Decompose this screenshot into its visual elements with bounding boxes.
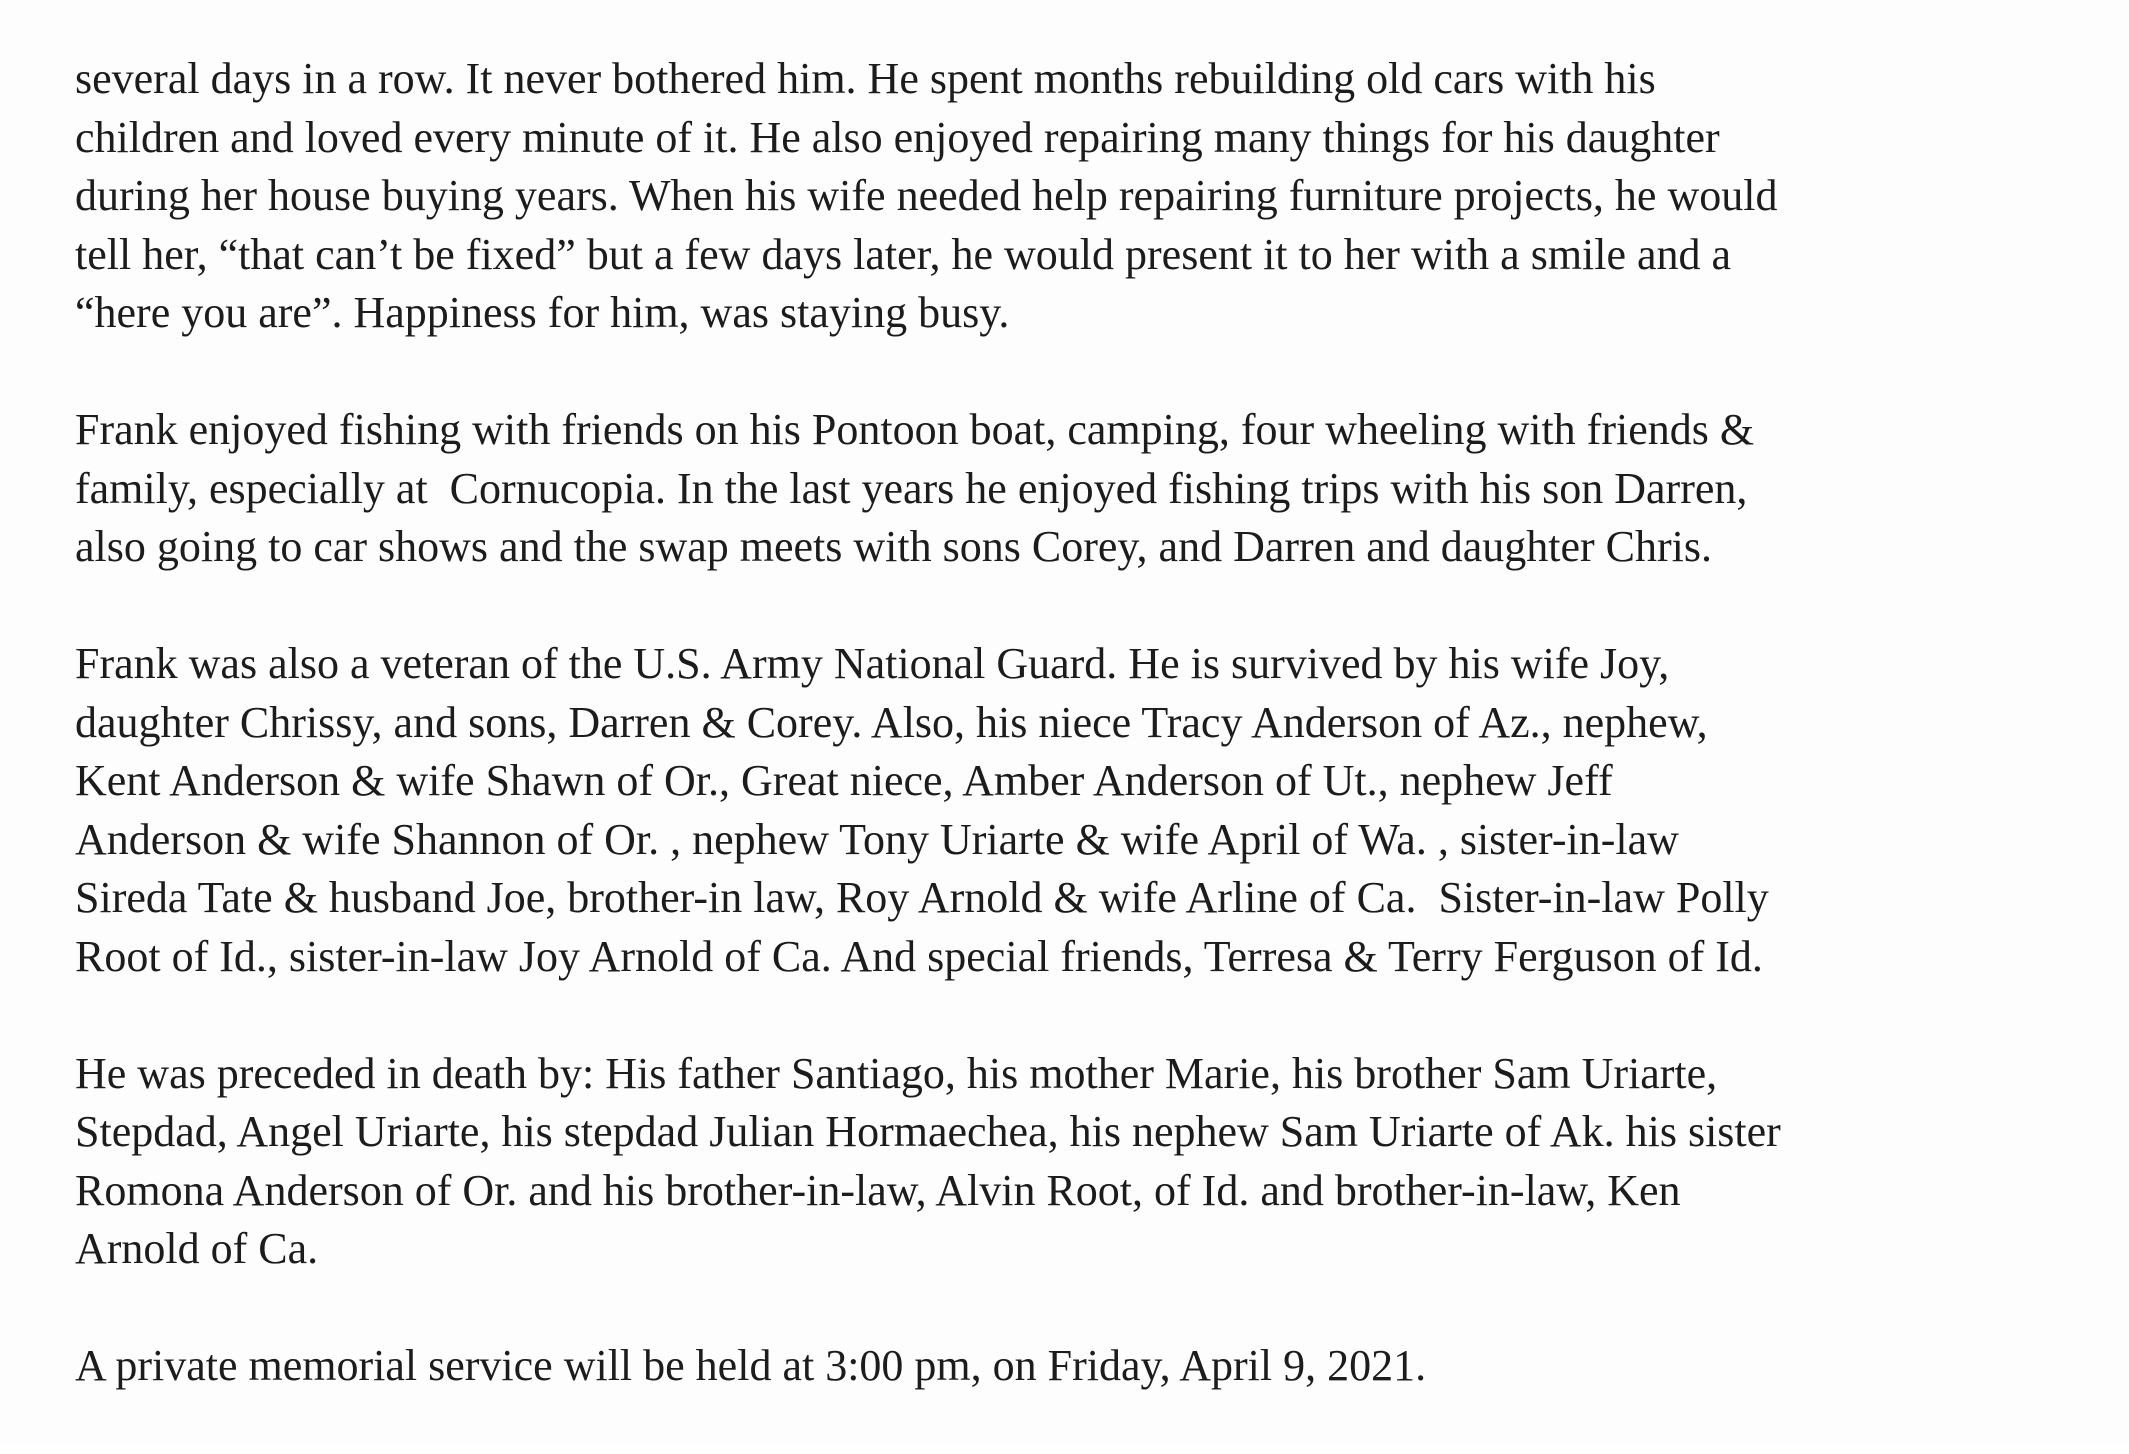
document-body	[75, 50, 2095, 1454]
text-line: during her house buying years. When his wife needed help repairing furniture projects, he would	[75, 171, 1778, 220]
text-line: Root of Id., sister-in-law Joy Arnold of Ca. And special friends, Terresa & Terry Ferguson of Id.	[75, 931, 1763, 981]
text-line: also going to car shows and the swap meets with sons Corey, and Darren and daughter Chris.	[75, 522, 1713, 571]
text-line: He was preceded in death by: His father Santiago, his mother Marie, his brother Sam Uriarte,	[75, 1048, 1718, 1098]
text-line: Arnold of Ca.	[75, 1224, 319, 1273]
text-line: tell her, “that can’t be fixed” but a few days later, he would present it to her with a smile and a	[75, 229, 1732, 279]
paragraph-fishing	[75, 401, 2095, 577]
text-line: Frank was also a veteran of the U.S. Army National Guard. He is survived by his wife Joy,	[75, 639, 1670, 688]
text-line: Anderson & wife Shannon of Or. , nephew Tony Uriarte & wife April of Wa. , sister-in-law	[75, 814, 1679, 864]
text-line: several days in a row. It never bothered him. He spent months rebuilding old cars with his	[75, 54, 1656, 103]
text-line: children and loved every minute of it. He also enjoyed repairing many things for his daughter	[75, 112, 1720, 162]
text-line: Kent Anderson & wife Shawn of Or., Great niece, Amber Anderson of Ut., nephew Jeff	[75, 756, 1613, 805]
paragraph-preceded	[75, 1045, 2095, 1279]
paragraph-survivors	[75, 635, 2095, 986]
text-line: Frank enjoyed fishing with friends on his Pontoon boat, camping, four wheeling with friends &	[75, 405, 1755, 454]
text-line: Romona Anderson of Or. and his brother-in-law, Alvin Root, of Id. and brother-in-law, Ken	[75, 1165, 1681, 1215]
text-line: Stepdad, Angel Uriarte, his stepdad Julian Hormaechea, his nephew Sam Uriarte of Ak. his sister	[75, 1107, 1781, 1156]
paragraph-hobbies	[75, 50, 2095, 343]
text-line: Sireda Tate & husband Joe, brother-in law, Roy Arnold & wife Arline of Ca. Sister-in-law Polly	[75, 873, 1769, 922]
text-line: daughter Chrissy, and sons, Darren & Corey. Also, his niece Tracy Anderson of Az., nephew,	[75, 697, 1708, 747]
text-line: family, especially at Cornucopia. In the last years he enjoyed fishing trips with his son Darren,	[75, 463, 1748, 513]
text-line: A private memorial service will be held at 3:00 pm, on Friday, April 9, 2021.	[75, 1341, 1427, 1390]
text-line: “here you are”. Happiness for him, was staying busy.	[75, 288, 1010, 337]
paragraph-memorial	[75, 1337, 2095, 1396]
